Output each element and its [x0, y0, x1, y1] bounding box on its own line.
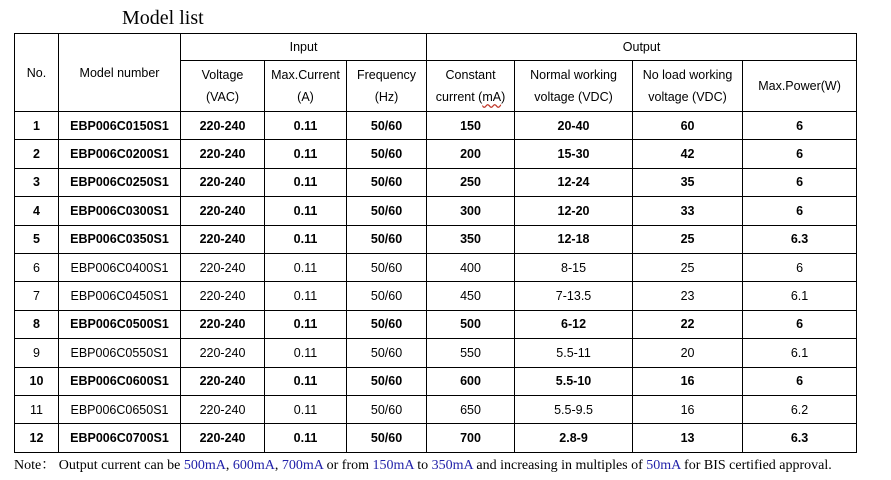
- cell-max-current: 0.11: [265, 367, 347, 395]
- header-group-row: [15, 34, 857, 61]
- cell-no-load-voltage: 25: [633, 225, 743, 253]
- cell-max-power: 6.3: [743, 225, 857, 253]
- cell-model-number: EBP006C0500S1: [59, 310, 181, 338]
- cell-voltage: 220-240: [181, 112, 265, 140]
- cell-model-number: EBP006C0700S1: [59, 424, 181, 452]
- cell-model-number: EBP006C0550S1: [59, 339, 181, 367]
- note-sep-1: ,: [225, 458, 233, 473]
- cell-voltage: 220-240: [181, 310, 265, 338]
- cell-no: 8: [15, 310, 59, 338]
- cell-max-power: 6: [743, 367, 857, 395]
- cell-normal-working-voltage: 12-18: [515, 225, 633, 253]
- cell-model-number: EBP006C0200S1: [59, 140, 181, 168]
- cell-no-load-voltage: 13: [633, 424, 743, 452]
- header-max-current-unit: (A): [297, 90, 314, 104]
- cell-max-current: 0.11: [265, 310, 347, 338]
- cell-no: 12: [15, 424, 59, 452]
- cell-normal-working-voltage: 15-30: [515, 140, 633, 168]
- cell-no-load-voltage: 16: [633, 395, 743, 423]
- cell-no: 3: [15, 168, 59, 196]
- cell-normal-working-voltage: 8-15: [515, 253, 633, 281]
- model-table: [14, 33, 857, 453]
- cell-normal-working-voltage: 5.5-9.5: [515, 395, 633, 423]
- cell-no-load-voltage: 33: [633, 197, 743, 225]
- note-current-150: 150mA: [372, 458, 414, 473]
- cell-constant-current: 250: [427, 168, 515, 196]
- table-row: [15, 395, 857, 423]
- table-row: [15, 140, 857, 168]
- header-constant-unit-ma: mA: [482, 90, 502, 104]
- cell-model-number: EBP006C0450S1: [59, 282, 181, 310]
- header-no: No.: [15, 34, 59, 112]
- note-prefix: Note： Output current can be: [14, 458, 184, 473]
- header-voltage-unit: (VAC): [205, 90, 240, 104]
- cell-no: 4: [15, 197, 59, 225]
- cell-max-current: 0.11: [265, 395, 347, 423]
- note-suffix: for BIS certified approval.: [680, 458, 832, 473]
- cell-model-number: EBP006C0650S1: [59, 395, 181, 423]
- cell-constant-current: 350: [427, 225, 515, 253]
- cell-normal-working-voltage: 6-12: [515, 310, 633, 338]
- table-row: [15, 197, 857, 225]
- cell-constant-current: 700: [427, 424, 515, 452]
- cell-max-current: 0.11: [265, 112, 347, 140]
- cell-constant-current: 550: [427, 339, 515, 367]
- note-sep-3: or from: [323, 458, 373, 473]
- cell-model-number: EBP006C0400S1: [59, 253, 181, 281]
- header-normal-working-label: Normal working: [530, 68, 617, 82]
- cell-voltage: 220-240: [181, 197, 265, 225]
- cell-normal-working-voltage: 20-40: [515, 112, 633, 140]
- table-row: [15, 310, 857, 338]
- cell-no: 5: [15, 225, 59, 253]
- header-constant-label: Constant: [445, 68, 496, 82]
- cell-no: 9: [15, 339, 59, 367]
- cell-constant-current: 600: [427, 367, 515, 395]
- cell-model-number: EBP006C0600S1: [59, 367, 181, 395]
- cell-max-power: 6: [743, 112, 857, 140]
- cell-model-number: EBP006C0300S1: [59, 197, 181, 225]
- note-sep-5: and increasing in multiples of: [472, 458, 647, 473]
- cell-frequency: 50/60: [347, 424, 427, 452]
- header-constant-unit-c: ): [501, 90, 506, 104]
- header-frequency: [347, 61, 427, 112]
- cell-frequency: 50/60: [347, 282, 427, 310]
- cell-frequency: 50/60: [347, 225, 427, 253]
- cell-max-current: 0.11: [265, 168, 347, 196]
- header-no-load-voltage: [633, 61, 743, 112]
- cell-constant-current: 500: [427, 310, 515, 338]
- header-max-power: Max.Power(W): [743, 61, 857, 112]
- cell-voltage: 220-240: [181, 395, 265, 423]
- cell-max-power: 6: [743, 253, 857, 281]
- header-no-load-unit: voltage (VDC): [648, 90, 727, 104]
- cell-model-number: EBP006C0250S1: [59, 168, 181, 196]
- cell-voltage: 220-240: [181, 168, 265, 196]
- cell-max-power: 6: [743, 140, 857, 168]
- cell-voltage: 220-240: [181, 339, 265, 367]
- header-constant-unit-a: current (: [435, 90, 483, 104]
- note-sep-2: ,: [274, 458, 282, 473]
- note-sep-4: to: [413, 458, 432, 473]
- cell-voltage: 220-240: [181, 367, 265, 395]
- cell-frequency: 50/60: [347, 310, 427, 338]
- note-current-350: 350mA: [431, 458, 473, 473]
- cell-constant-current: 450: [427, 282, 515, 310]
- cell-max-current: 0.11: [265, 253, 347, 281]
- cell-no-load-voltage: 16: [633, 367, 743, 395]
- cell-no: 7: [15, 282, 59, 310]
- footnote: [14, 456, 832, 476]
- header-max-current-label: Max.Current: [271, 68, 340, 82]
- table-row: [15, 253, 857, 281]
- cell-constant-current: 150: [427, 112, 515, 140]
- cell-normal-working-voltage: 7-13.5: [515, 282, 633, 310]
- cell-max-current: 0.11: [265, 424, 347, 452]
- cell-voltage: 220-240: [181, 225, 265, 253]
- cell-no-load-voltage: 25: [633, 253, 743, 281]
- cell-normal-working-voltage: 12-24: [515, 168, 633, 196]
- cell-no-load-voltage: 35: [633, 168, 743, 196]
- cell-no: 10: [15, 367, 59, 395]
- note-current-700: 700mA: [281, 458, 324, 473]
- table-row: [15, 112, 857, 140]
- cell-normal-working-voltage: 5.5-11: [515, 339, 633, 367]
- header-frequency-unit: (Hz): [374, 90, 399, 104]
- note-current-500: 500mA: [183, 458, 226, 473]
- cell-voltage: 220-240: [181, 253, 265, 281]
- cell-model-number: EBP006C0150S1: [59, 112, 181, 140]
- note-current-600: 600mA: [232, 458, 275, 473]
- cell-frequency: 50/60: [347, 168, 427, 196]
- table-row: [15, 339, 857, 367]
- cell-no-load-voltage: 20: [633, 339, 743, 367]
- cell-max-power: 6.2: [743, 395, 857, 423]
- cell-constant-current: 200: [427, 140, 515, 168]
- cell-max-current: 0.11: [265, 140, 347, 168]
- cell-max-power: 6: [743, 197, 857, 225]
- header-no-load-label: No load working: [642, 68, 733, 82]
- table-row: [15, 168, 857, 196]
- page-title: Model list: [122, 7, 204, 29]
- cell-frequency: 50/60: [347, 339, 427, 367]
- header-constant-current: [427, 61, 515, 112]
- cell-max-current: 0.11: [265, 225, 347, 253]
- cell-max-power: 6: [743, 168, 857, 196]
- header-frequency-label: Frequency: [356, 68, 417, 82]
- note-current-50: 50mA: [646, 458, 681, 473]
- cell-voltage: 220-240: [181, 140, 265, 168]
- cell-normal-working-voltage: 5.5-10: [515, 367, 633, 395]
- cell-no-load-voltage: 23: [633, 282, 743, 310]
- cell-normal-working-voltage: 12-20: [515, 197, 633, 225]
- header-model-number: Model number: [59, 34, 181, 112]
- cell-max-power: 6: [743, 310, 857, 338]
- header-normal-working-unit: voltage (VDC): [534, 90, 613, 104]
- header-voltage-label: Voltage: [201, 68, 244, 82]
- cell-normal-working-voltage: 2.8-9: [515, 424, 633, 452]
- cell-no: 6: [15, 253, 59, 281]
- cell-max-current: 0.11: [265, 339, 347, 367]
- cell-frequency: 50/60: [347, 395, 427, 423]
- header-voltage: [181, 61, 265, 112]
- table-row: [15, 282, 857, 310]
- cell-no: 11: [15, 395, 59, 423]
- cell-no-load-voltage: 60: [633, 112, 743, 140]
- cell-constant-current: 650: [427, 395, 515, 423]
- cell-max-current: 0.11: [265, 197, 347, 225]
- cell-max-current: 0.11: [265, 282, 347, 310]
- header-output: Output: [427, 34, 857, 61]
- cell-frequency: 50/60: [347, 140, 427, 168]
- cell-max-power: 6.1: [743, 339, 857, 367]
- cell-frequency: 50/60: [347, 197, 427, 225]
- cell-frequency: 50/60: [347, 112, 427, 140]
- table-row: [15, 424, 857, 452]
- header-normal-working-voltage: [515, 61, 633, 112]
- cell-no: 2: [15, 140, 59, 168]
- cell-no-load-voltage: 22: [633, 310, 743, 338]
- cell-no-load-voltage: 42: [633, 140, 743, 168]
- cell-max-power: 6.3: [743, 424, 857, 452]
- cell-model-number: EBP006C0350S1: [59, 225, 181, 253]
- cell-frequency: 50/60: [347, 367, 427, 395]
- cell-frequency: 50/60: [347, 253, 427, 281]
- cell-constant-current: 400: [427, 253, 515, 281]
- cell-max-power: 6.1: [743, 282, 857, 310]
- table-row: [15, 367, 857, 395]
- cell-voltage: 220-240: [181, 282, 265, 310]
- header-max-current: [265, 61, 347, 112]
- table-body: [15, 112, 857, 453]
- cell-no: 1: [15, 112, 59, 140]
- header-input: Input: [181, 34, 427, 61]
- cell-constant-current: 300: [427, 197, 515, 225]
- table-row: [15, 225, 857, 253]
- cell-voltage: 220-240: [181, 424, 265, 452]
